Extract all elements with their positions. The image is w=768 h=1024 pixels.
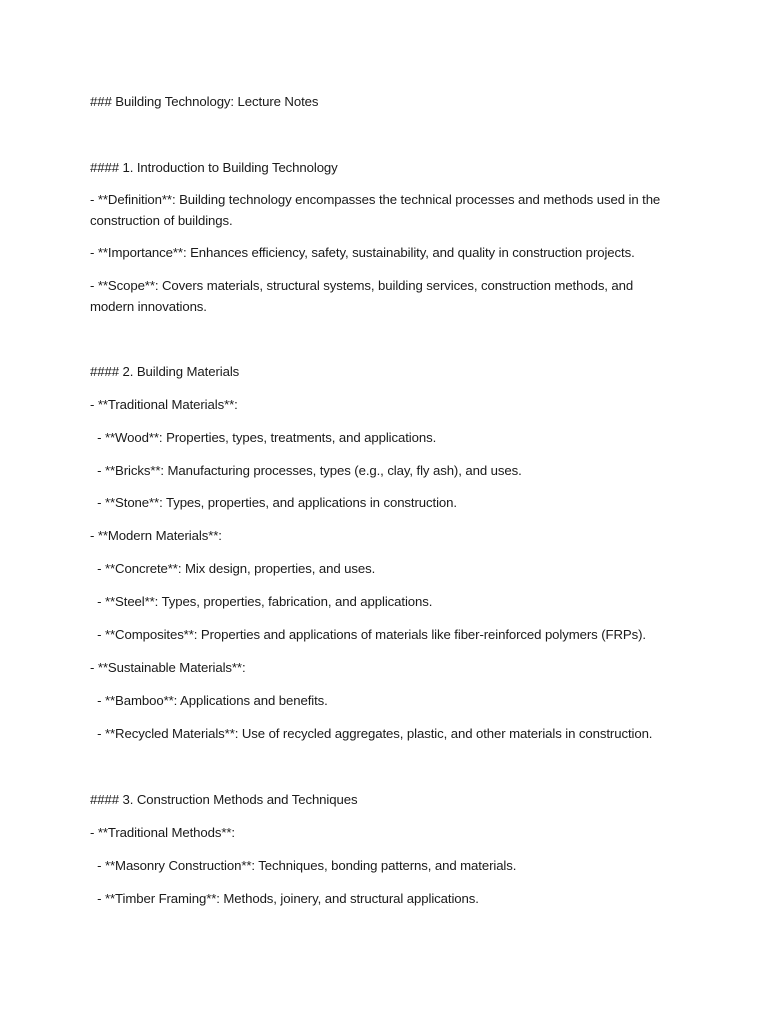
list-item: - **Wood**: Properties, types, treatments, and applications. — [90, 430, 437, 445]
document-title: ### Building Technology: Lecture Notes — [90, 94, 319, 109]
list-item: - **Importance**: Enhances efficiency, safety, sustainability, and quality in construction projects. — [90, 245, 635, 260]
list-item: - **Recycled Materials**: Use of recycled aggregates, plastic, and other materials in construction. — [90, 726, 653, 741]
list-item: - **Bamboo**: Applications and benefits. — [90, 693, 328, 708]
list-item: - **Masonry Construction**: Techniques, bonding patterns, and materials. — [90, 858, 517, 873]
section-heading: #### 1. Introduction to Building Technology — [90, 160, 338, 175]
section-heading: #### 3. Construction Methods and Techniques — [90, 792, 358, 807]
list-item: - **Composites**: Properties and applications of materials like fiber-reinforced polymers (FRPs). — [90, 627, 646, 642]
list-item: - **Modern Materials**: — [90, 528, 222, 543]
list-item: - **Timber Framing**: Methods, joinery, and structural applications. — [90, 891, 479, 906]
list-item: - **Stone**: Types, properties, and applications in construction. — [90, 495, 457, 510]
section-heading: #### 2. Building Materials — [90, 364, 240, 379]
list-item: - **Bricks**: Manufacturing processes, types (e.g., clay, fly ash), and uses. — [90, 463, 522, 478]
list-item: - **Sustainable Materials**: — [90, 660, 246, 675]
list-item: - **Scope**: Covers materials, structural systems, building services, construction methods, and modern innovations. — [90, 278, 637, 314]
list-item: - **Traditional Methods**: — [90, 825, 235, 840]
list-item: - **Definition**: Building technology encompasses the technical processes and methods used in the construction of buildings. — [90, 192, 664, 228]
list-item: - **Concrete**: Mix design, properties, and uses. — [90, 561, 376, 576]
list-item: - **Steel**: Types, properties, fabrication, and applications. — [90, 594, 433, 609]
list-item: - **Traditional Materials**: — [90, 397, 238, 412]
